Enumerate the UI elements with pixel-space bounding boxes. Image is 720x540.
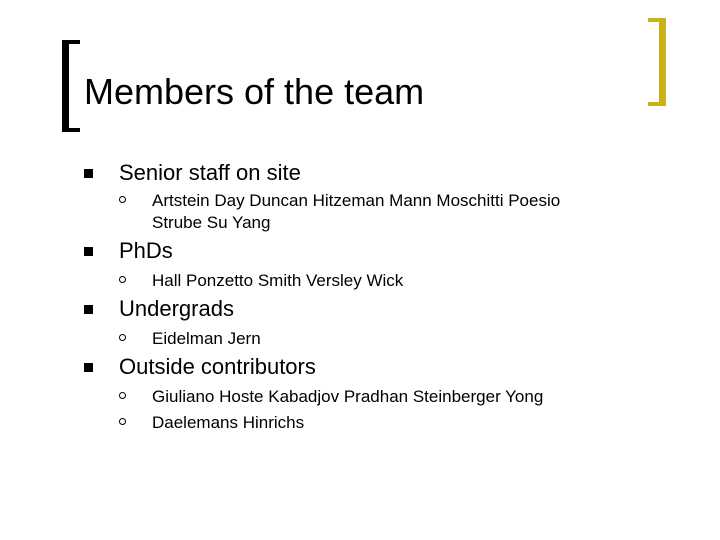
square-bullet-icon xyxy=(84,363,93,372)
square-bullet-icon xyxy=(84,305,93,314)
circle-bullet-icon xyxy=(119,418,126,425)
square-bullet-icon xyxy=(84,169,93,178)
circle-bullet-icon xyxy=(119,276,126,283)
square-bullet-icon xyxy=(84,247,93,256)
list-item: Eidelman Jern xyxy=(152,329,261,348)
slide-title: Members of the team xyxy=(84,71,425,112)
section-heading: Senior staff on site xyxy=(119,160,301,185)
list-item: Strube Su Yang xyxy=(152,213,271,232)
circle-bullet-icon xyxy=(119,334,126,341)
right-bracket-decoration xyxy=(648,18,666,106)
circle-bullet-icon xyxy=(119,196,126,203)
circle-bullet-icon xyxy=(119,392,126,399)
list-item: Hall Ponzetto Smith Versley Wick xyxy=(152,271,404,290)
section-heading: PhDs xyxy=(119,238,173,263)
left-bracket-decoration xyxy=(62,40,80,132)
section-heading: Undergrads xyxy=(119,296,234,321)
section-heading: Outside contributors xyxy=(119,354,316,379)
list-item: Giuliano Hoste Kabadjov Pradhan Steinberger Yong xyxy=(152,387,544,406)
list-item: Artstein Day Duncan Hitzeman Mann Moschitti Poesio xyxy=(152,191,561,210)
list-item: Daelemans Hinrichs xyxy=(152,413,305,432)
